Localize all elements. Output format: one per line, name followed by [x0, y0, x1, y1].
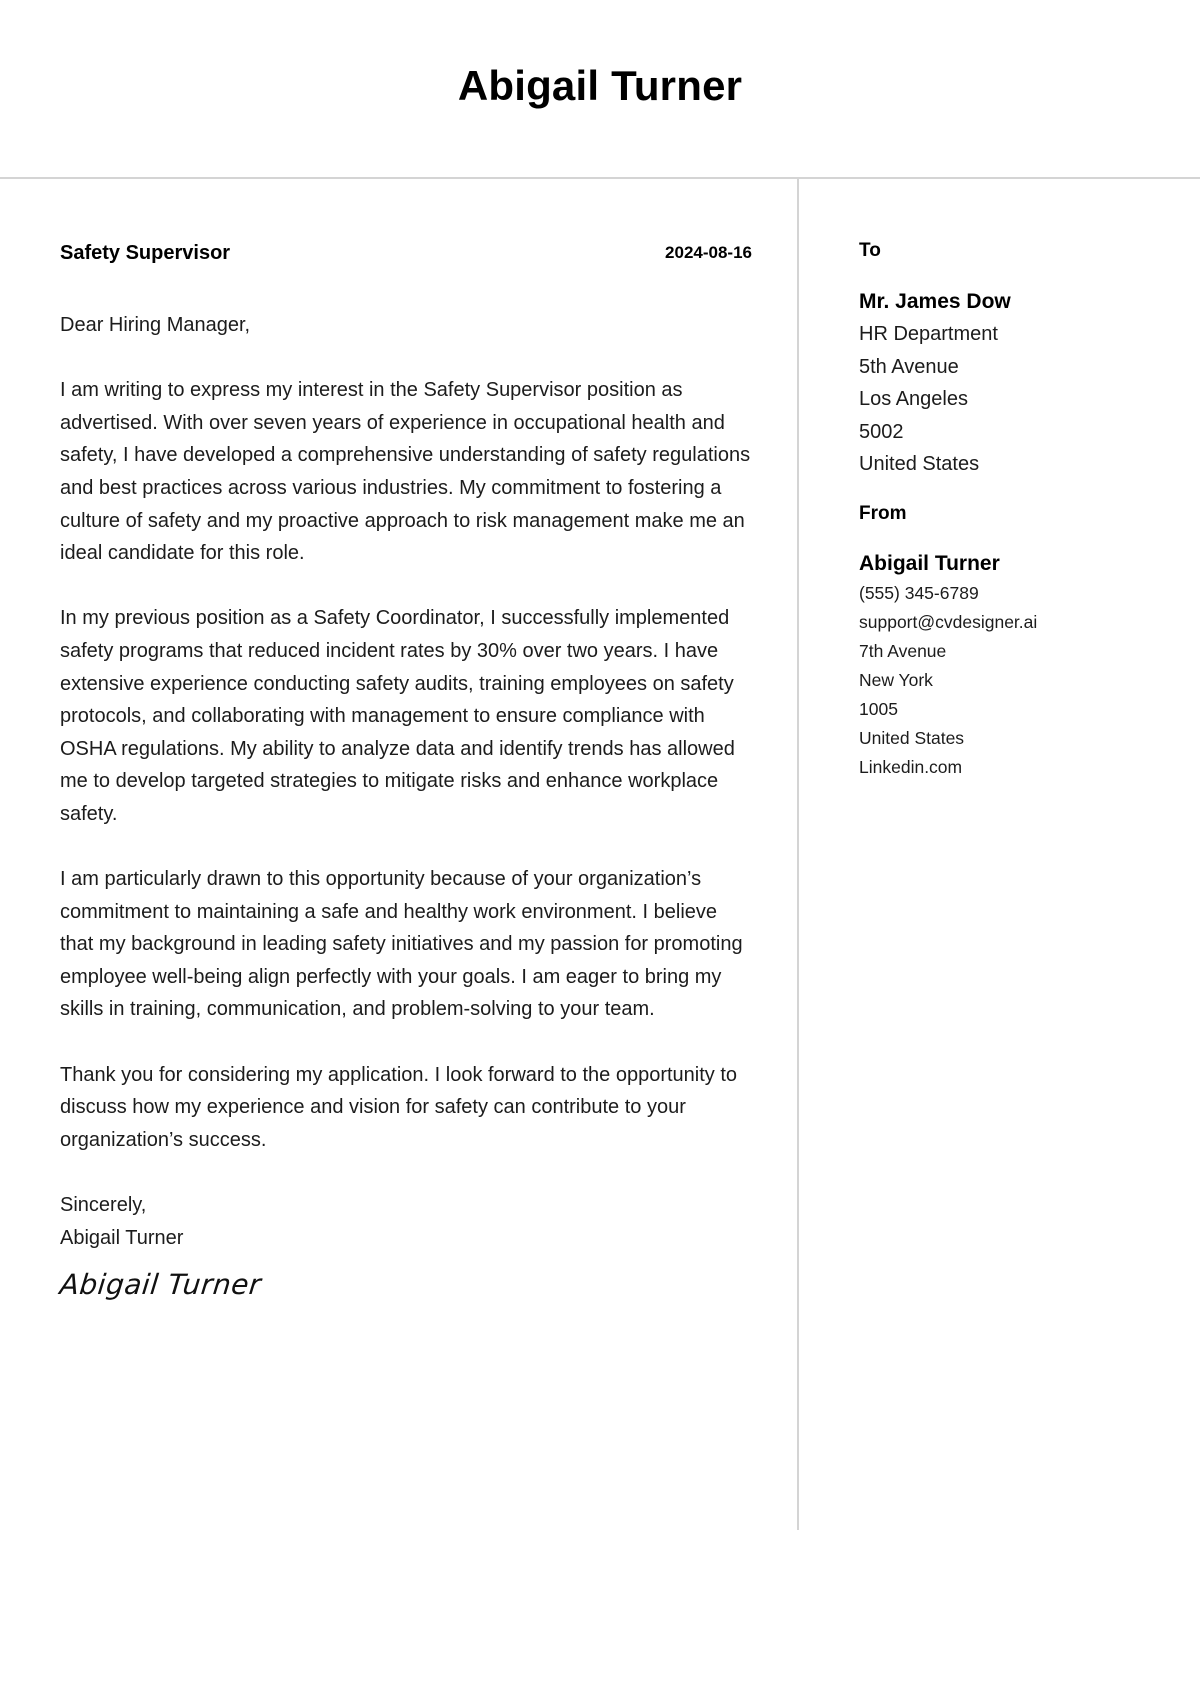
address-sidebar [859, 240, 1159, 782]
paragraph: I am writing to express my interest in the Safety Supervisor position as advertised. With over seven years of experience in occupational health and safety, I have developed a comprehensive understanding of safety regulations and best practices across various industries. My commitment to fostering a culture of safety and my proactive approach to risk management make me an ideal candidate for this role. [60, 379, 751, 565]
applicant-name: Abigail Turner [457, 62, 743, 109]
paragraph: I am particularly drawn to this opportunity because of your organization’s commitment to maintaining a safe and healthy work environment. I believe that my background in leading safety initiatives and my passion for promoting employee well-being align perfectly with your goals. I am eager to bring my skills in training, communication, and problem-solving to your team. [60, 868, 743, 1021]
sender-line: 1005 [859, 698, 898, 719]
sender-website: Linkedin.com [859, 756, 963, 777]
job-title: Safety Supervisor [60, 242, 231, 264]
recipient-line: 5th Avenue [859, 355, 959, 378]
paragraph: Thank you for considering my application. I look forward to the opportunity to discuss how my experience and vision for safety can contribute to your organization’s success. [60, 1063, 738, 1151]
sender-line: United States [859, 727, 965, 748]
closing-block [60, 1189, 752, 1254]
sender-email: support@cvdesigner.ai [859, 611, 1038, 632]
sender-line: 7th Avenue [859, 640, 947, 661]
letter-body [60, 238, 752, 1301]
sender-name: Abigail Turner [859, 551, 1000, 575]
letter-meta-row [60, 238, 752, 272]
recipient-line: HR Department [859, 323, 998, 345]
letter-text [60, 309, 752, 1156]
greeting: Dear Hiring Manager, [60, 314, 251, 336]
recipient-line: Los Angeles [859, 388, 968, 411]
sender-phone: (555) 345-6789 [859, 582, 979, 603]
recipient-line: United States [859, 453, 980, 476]
closing-name: Abigail Turner [60, 1226, 184, 1249]
to-label: To [859, 240, 881, 261]
page-header [0, 0, 1200, 179]
sender-line: New York [859, 669, 933, 690]
recipient-line: 5002 [859, 420, 904, 443]
letter-date: 2024-08-16 [665, 243, 752, 262]
paragraph: In my previous position as a Safety Coordinator, I successfully implemented safety programs that reduced incident rates by 30% over two years. I have extensive experience conducting safety audits, training employees on safety protocols, and collaborating with management to ensure compliance with OSHA regulations. My ability to analyze data and identify trends has allowed me to develop targeted strategies to mitigate risks and enhance workplace safety. [60, 607, 735, 825]
from-label: From [859, 502, 907, 524]
recipient-name: Mr. James Dow [859, 290, 1011, 313]
column-divider [797, 179, 799, 1530]
signature: Abigail Turner [58, 1268, 263, 1302]
closing-salutation: Sincerely, [60, 1194, 147, 1217]
